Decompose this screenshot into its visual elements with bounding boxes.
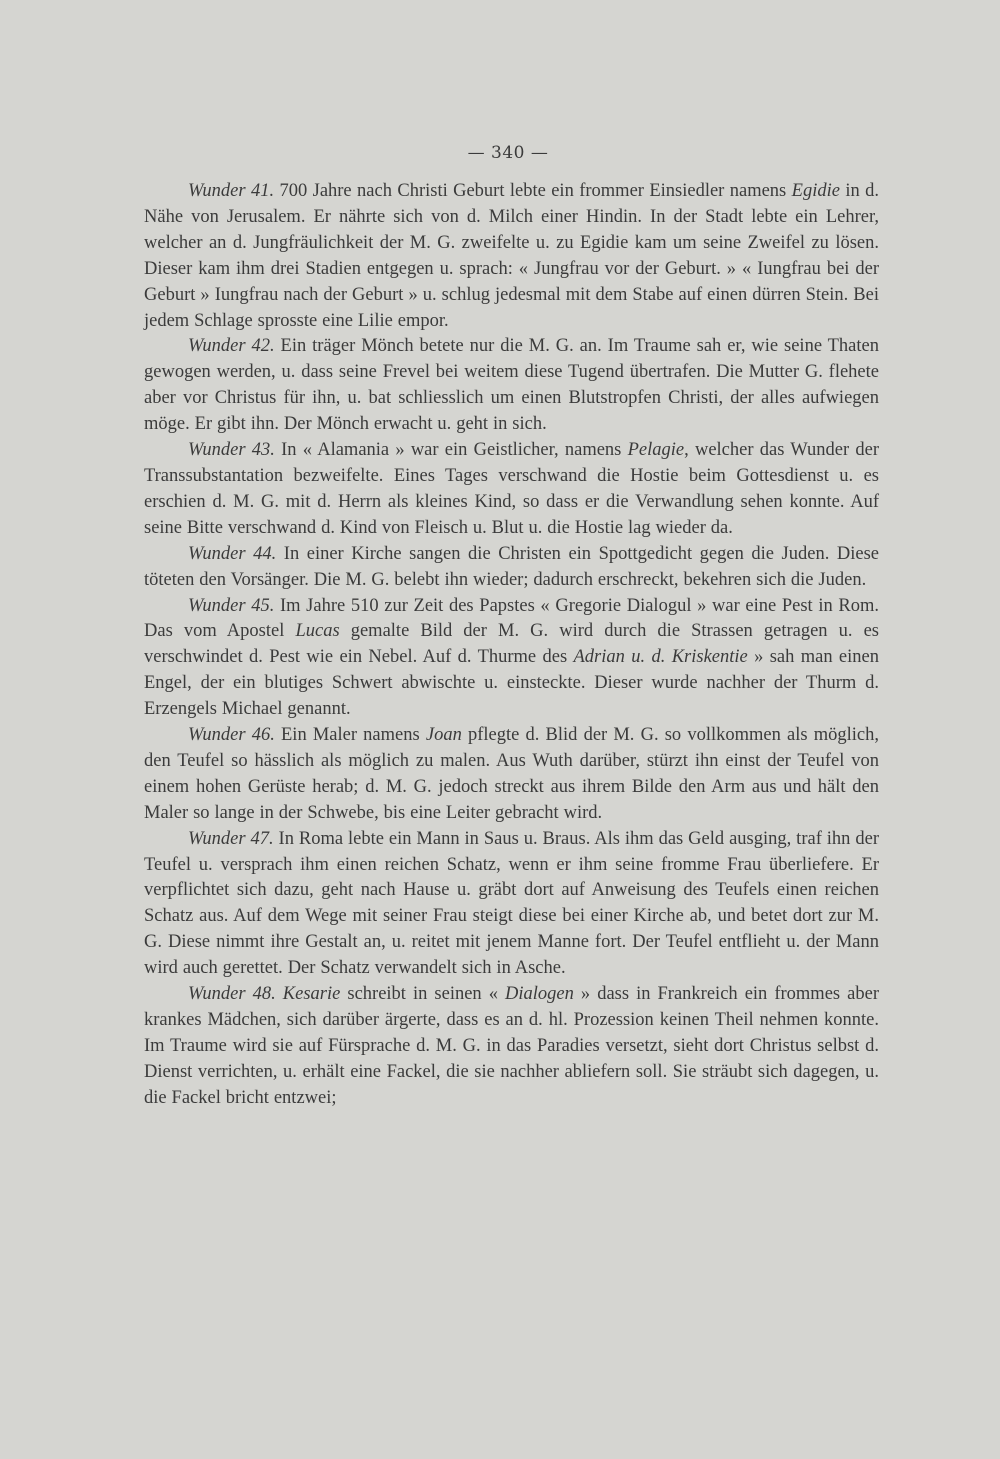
paragraph-wunder-41 [144, 179, 879, 334]
text-segment: » dass in Frankreich ein frommes aber krankes Mädchen, sich darüber ärgerte, dass es an d. hl. Prozession keinen Theil nehmen konnte. Im Traume wird sie auf Fürsprache d. M. G. in das Paradies versetzt, sieht dort Christus selbst d. Dienst verrichten, u. erhält eine Fackel, die sie nachher abliefern soll. Sie sträubt sich dagegen, u. die Fackel bricht entzwei; [144, 984, 879, 1108]
text-segment: pflegte d. Blid der M. G. so vollkommen als möglich, den Teufel so hässlich als möglich zu malen. Aus Wuth darüber, stürzt ihn einst der Teufel von einem hohen Gerüste herab; d. M. G. jedoch streckt aus ihrem Bilde den Arm aus und hält den Maler so lange in der Schwebe, bis eine Leiter gebracht wird. [144, 725, 879, 823]
wunder-label: Wunder 48. [188, 984, 276, 1005]
name-joan: Joan [425, 725, 462, 746]
text-segment: , welcher das Wunder der Transsubstantation bezweifelte. Eines Tages verschwand die Hostie beim Gottesdienst u. es erschien d. M. G. mit d. Herrn als kleines Kind, so dass er die Verwandlung sehen konnte. Auf seine Bitte verschwand d. Kind von Fleisch u. Blut u. die Hostie lag wieder da. [144, 440, 879, 538]
text-segment: in d. Nähe von Jerusalem. Er nährte sich von d. Milch einer Hindin. In der Stadt lebte ein Lehrer, welcher an d. Jungfräulichkeit der M. G. zweifelte u. zu Egidie kam um seine Zweifel zu lösen. Dieser kam ihm drei Stadien entgegen u. sprach: « Jungfrau vor der Geburt. » « Iungfrau bei der Geburt » Iungfrau nach der Geburt » u. schlug jedesmal mit dem Stabe auf einen dürren Stein. Bei jedem Schlage sprosste eine Lilie empor. [144, 181, 879, 331]
wunder-label: Wunder 44. [188, 543, 277, 564]
page-number: — 340 — [467, 143, 549, 163]
name-pelagie: Pelagie [627, 440, 685, 461]
wunder-label: Wunder 45. [188, 595, 275, 616]
paragraph-wunder-44 [144, 542, 879, 594]
name-egidie: Egidie [791, 181, 840, 201]
text-segment: In « Alamania » war ein Geistlicher, namens [274, 440, 628, 461]
page-body [144, 179, 879, 1112]
paragraph-wunder-45 [144, 594, 879, 724]
text-segment: 700 Jahre nach Christi Geburt lebte ein frommer Einsiedler namens [274, 181, 792, 201]
text-segment: Ein Maler namens [274, 725, 426, 746]
text-segment: gemalte Bild der M. G. wird durch die Strassen getragen u. es verschwindet d. Pest wie ein Nebel. Auf d. Thurme des [144, 621, 879, 668]
paragraph-wunder-43 [144, 438, 879, 542]
wunder-label: Wunder 47. [188, 828, 274, 849]
wunder-label: Wunder 43. [188, 440, 275, 461]
paragraph-wunder-48 [144, 982, 879, 1112]
wunder-label: Wunder 46. [188, 725, 275, 746]
text-segment: schreibt in seinen « [340, 984, 505, 1005]
text-segment: In Roma lebte ein Mann in Saus u. Braus. Als ihm das Geld ausging, traf ihn der Teufel u. versprach ihm einen reichen Schatz, wenn er ihm seine fromme Frau überliefere. Er verpflichtet sich dazu, geht nach Hause u. gräbt dort auf Anweisung des Teufels einen reichen Schatz aus. Auf dem Wege mit seiner Frau steigt diese bei einer Kirche ab, und betet dort zur M. G. Diese nimmt ihre Gestalt an, u. reitet mit jenem Manne fort. Der Teufel entflieht u. der Mann wird auch gerettet. Der Schatz verwandelt sich in Asche. [144, 828, 879, 979]
wunder-label: Wunder 42. [188, 336, 275, 357]
wunder-label: Wunder 41. [188, 181, 275, 201]
paragraph-wunder-47 [144, 827, 879, 982]
paragraph-wunder-42 [144, 334, 879, 438]
title-dialogen: Dialogen [505, 984, 574, 1005]
text-segment: Ein träger Mönch betete nur die M. G. an. Im Traume sah er, wie seine Thaten gewogen werden, u. dass seine Frevel bei weitem diese Tugend übertrafen. Die Mutter G. flehete aber vor Christus für ihn, u. bat schliesslich um einen Blutstropfen Christi, der alles aufwiegen möge. Er gibt ihn. Der Mönch erwacht u. geht in sich. [144, 336, 879, 435]
name-adrian-kriskentie: Adrian u. d. Kriskentie [573, 647, 748, 668]
text-segment [276, 984, 283, 1004]
paragraph-wunder-46 [144, 723, 879, 827]
name-lucas: Lucas [295, 621, 340, 642]
text-segment: » sah man einen Engel, der ein blutiges Schwert abwischte u. einsteckte. Dieser wurde nachher der Thurm d. Erzengels Michael genannt. [144, 647, 879, 720]
text-segment: Im Jahre 510 zur Zeit des Papstes « Gregorie Dialogul » war eine Pest in Rom. Das vom Apostel [144, 595, 879, 642]
name-kesarie: Kesarie [282, 984, 341, 1005]
text-segment: In einer Kirche sangen die Christen ein Spottgedicht gegen die Juden. Diese töteten den Vorsänger. Die M. G. belebt ihn wieder; dadurch erschreckt, bekehren sich die Juden. [144, 543, 879, 590]
